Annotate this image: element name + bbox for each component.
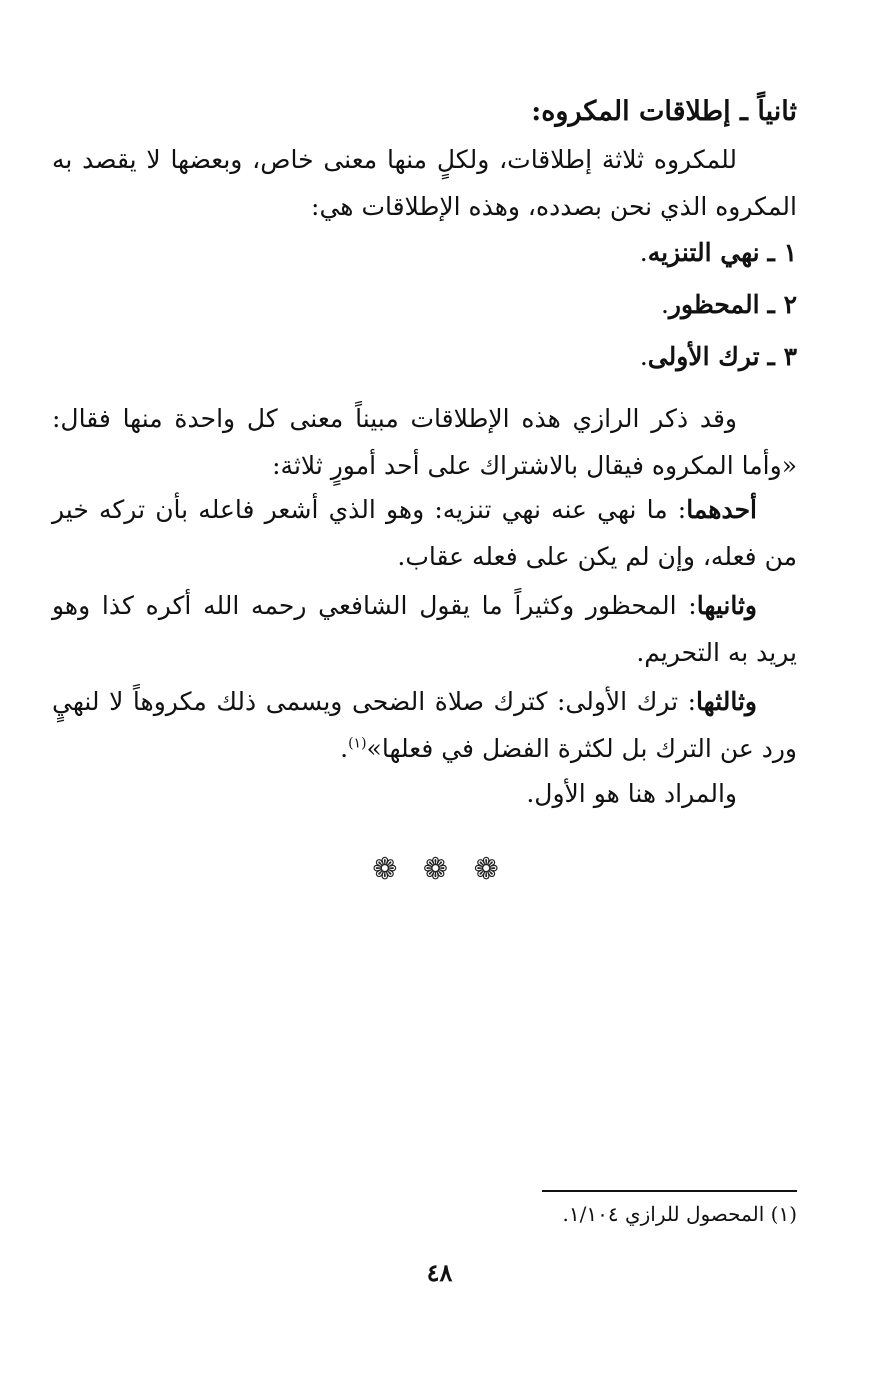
paragraph-lead: وثالثها xyxy=(696,687,757,716)
list-item-text: المحظور xyxy=(668,290,760,319)
list-item-number: ٢ ـ xyxy=(767,290,797,319)
ornament-divider-icon: ❁ ❁ ❁ xyxy=(372,852,507,887)
paragraph-text: : ما نهي عنه نهي تنزيه: وهو الذي أشعر فاعله بأن تركه خير من فعله، وإن لم يكن على فعله عقاب. xyxy=(52,495,797,571)
list-item-number: ٣ ـ xyxy=(767,342,797,371)
conclusion-paragraph: والمراد هنا هو الأول. xyxy=(526,779,737,808)
paragraph-lead: وثانيها xyxy=(696,591,757,620)
paragraph-text: : ترك الأولى: كترك صلاة الضحى ويسمى ذلك مكروهاً لا لنهيٍ ورد عن الترك بل لكثرة الفضل في فعلها» xyxy=(52,687,797,763)
third-meaning-paragraph: وثالثها: ترك الأولى: كترك صلاة الضحى ويسمى ذلك مكروهاً لا لنهيٍ ورد عن الترك بل لكثرة الفضل في فعلها»$^{(١)}$. xyxy=(52,687,797,763)
list-item: ٣ ـ ترك الأولى. xyxy=(639,342,797,371)
list-item: ٢ ـ المحظور. xyxy=(660,290,797,319)
page-number: ٤٨ xyxy=(426,1258,453,1287)
razi-intro-paragraph: وقد ذكر الرازي هذه الإطلاقات مبيناً معنى كل واحدة منها فقال: «وأما المكروه فيقال بالاشتراك على أحد أمورٍ ثلاثة: xyxy=(52,404,797,480)
footnote-rule xyxy=(542,1190,797,1192)
list-item-text: ترك الأولى xyxy=(647,342,760,371)
footnote-ref: (١) xyxy=(348,735,367,752)
list-item: ١ ـ نهي التنزيه. xyxy=(639,238,797,267)
paragraph-text: : المحظور وكثيراً ما يقول الشافعي رحمه الله أكره كذا وهو يريد به التحريم. xyxy=(52,591,797,667)
second-meaning-paragraph xyxy=(52,582,797,676)
intro-paragraph: للمكروه ثلاثة إطلاقات، ولكلٍ منها معنى خاص، وبعضها لا يقصد به المكروه الذي نحن بصدده، وهذه الإطلاقات هي: xyxy=(52,145,797,221)
footnote: (١) المحصول للرازي ١/١٠٤. xyxy=(562,1202,797,1226)
section-heading: ثانياً ـ إطلاقات المكروه: xyxy=(531,96,797,127)
first-meaning-paragraph xyxy=(52,486,797,580)
list-item-number: ١ ـ xyxy=(767,238,797,267)
paragraph-lead: أحدهما xyxy=(686,495,757,524)
list-item-text: نهي التنزيه xyxy=(647,238,760,267)
